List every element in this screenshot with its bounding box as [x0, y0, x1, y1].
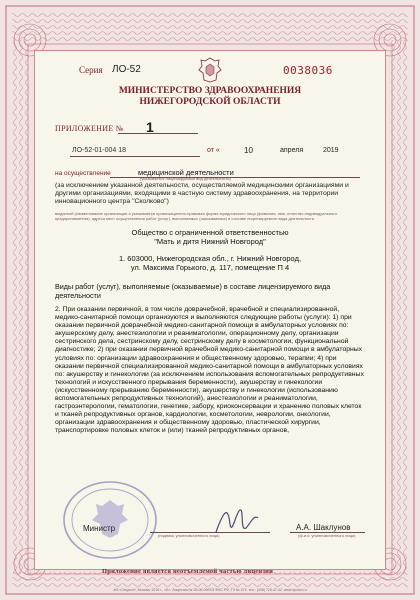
address-line-2: ул. Максима Горького, д. 117, помещение П 4 [130, 263, 290, 272]
appendix-label: ПРИЛОЖЕНИЕ № [55, 124, 124, 133]
printer-imprint: АО «Опцион», Москва, 2018 г., «Б», Лицензия № 05-05-09/003 ФНС РФ, ТЗ № 674, тел.: (495) 726-47-42, www.opcion.ru [113, 588, 307, 592]
ministry-line-1: МИНИСТЕРСТВО ЗДРАВООХРАНЕНИЯ [118, 86, 302, 96]
activity-exception: (за исключением указанной деятельности, осуществляемой медицинскими организациями и другими организациями, входящими в частную систему здравоохранения, на территории инновационного центра "Сколково") [55, 182, 349, 206]
address-line-1: 1. 603000, Нижегородская обл., г. Нижний Новгород, [118, 254, 302, 263]
signer-title: Министр [83, 524, 116, 533]
work-kinds-heading: Виды работ (услуг), выполняемые (оказываемые) в составе лицензируемого вида деятельности [55, 282, 331, 300]
signer-name: А.А. Шаклунов [296, 523, 351, 532]
services-list: 2. При оказании первичной, в том числе доврачебной, врачебной и специализированной, медико-санитарной помощи организуются и выполняются следующие работы (услуги): 1) при оказании первичной доврачебной медико-санитарной помощи в амбулаторных условиях по: акушерскому делу, анестезиологии и реаниматологии, операционному делу, организации сестринского дела, сестринскому делу, сестринскому делу в косметологии, функциональной диагностике; 2) при оказании первичной врачебной медико-санитарной помощи в амбулаторных условиях по: организации здравоохранения и общественному здоровью, терапии; 4) при оказании первичной специализированной медико-санитарной помощи в амбулаторных условиях по: акушерству и гинекологии (за исключением использования вспомогательных репродуктивных технологий и искусственного прерывания беременности), акушерству и гинекологии (искусственному прерыванию беременности), акушерству и гинекологии (использованию вспомогательных репродуктивных технологий), анестезиологии и реаниматологии, гастроэнтерологии, гематологии, генетике, забору, криоконсервации и хранению половых клеток и тканей репродуктивных органов, кардиологии, косметологии, неврологии, онкологии, организации здравоохранения и общественному здоровью, пластической хирургии, транспортировке половых клеток и (или) тканей репродуктивных органов, [55, 306, 364, 435]
appendix-underline [118, 133, 198, 134]
coat-of-arms-icon [197, 56, 223, 84]
series-value: ЛО-52 [112, 64, 141, 75]
organization-name [60, 228, 360, 246]
activity-label: на осуществление [55, 170, 111, 177]
organization-line-2: "Мать и дитя Нижний Новгород" [154, 237, 266, 246]
date-month: апреля [280, 147, 304, 154]
footer-note: Приложение является неотъемлемой частью лицензии [102, 568, 274, 575]
date-day: 10 [244, 146, 253, 155]
date-from-label: от « [207, 147, 220, 154]
organization-address [60, 254, 360, 272]
activity-value: медицинской деятельности [138, 168, 234, 177]
ministry-line-2: НИЖЕГОРОДСКОЙ ОБЛАСТИ [139, 97, 281, 107]
appendix-number: 1 [146, 119, 154, 135]
date-year: 2019 [323, 147, 339, 154]
license-underline [70, 156, 200, 157]
activity-note: (указывается лицензируемый вид деятельности) [140, 176, 231, 181]
series-label: Серия [79, 65, 103, 75]
signature-note: (подпись уполномоченного лица) [158, 533, 220, 538]
organization-line-1: Общество с ограниченной ответственностью [131, 228, 289, 237]
form-number: 0038036 [283, 64, 333, 77]
official-seal-icon [58, 470, 168, 560]
name-note: (ф.и.о. уполномоченного лица) [298, 533, 356, 538]
license-reference: ЛО-52-01-004 18 [72, 147, 127, 154]
ministry-title [60, 86, 360, 108]
holder-note: выданной (наименование организации и указывается организационно-правовая форма юридического лица (фамилия, имя, отчество индивидуального предпринимателя), адреса мест осуществления работ (услуг), выполняемых (оказываемых) в составе лицензируемого вида деятельности [55, 211, 337, 221]
